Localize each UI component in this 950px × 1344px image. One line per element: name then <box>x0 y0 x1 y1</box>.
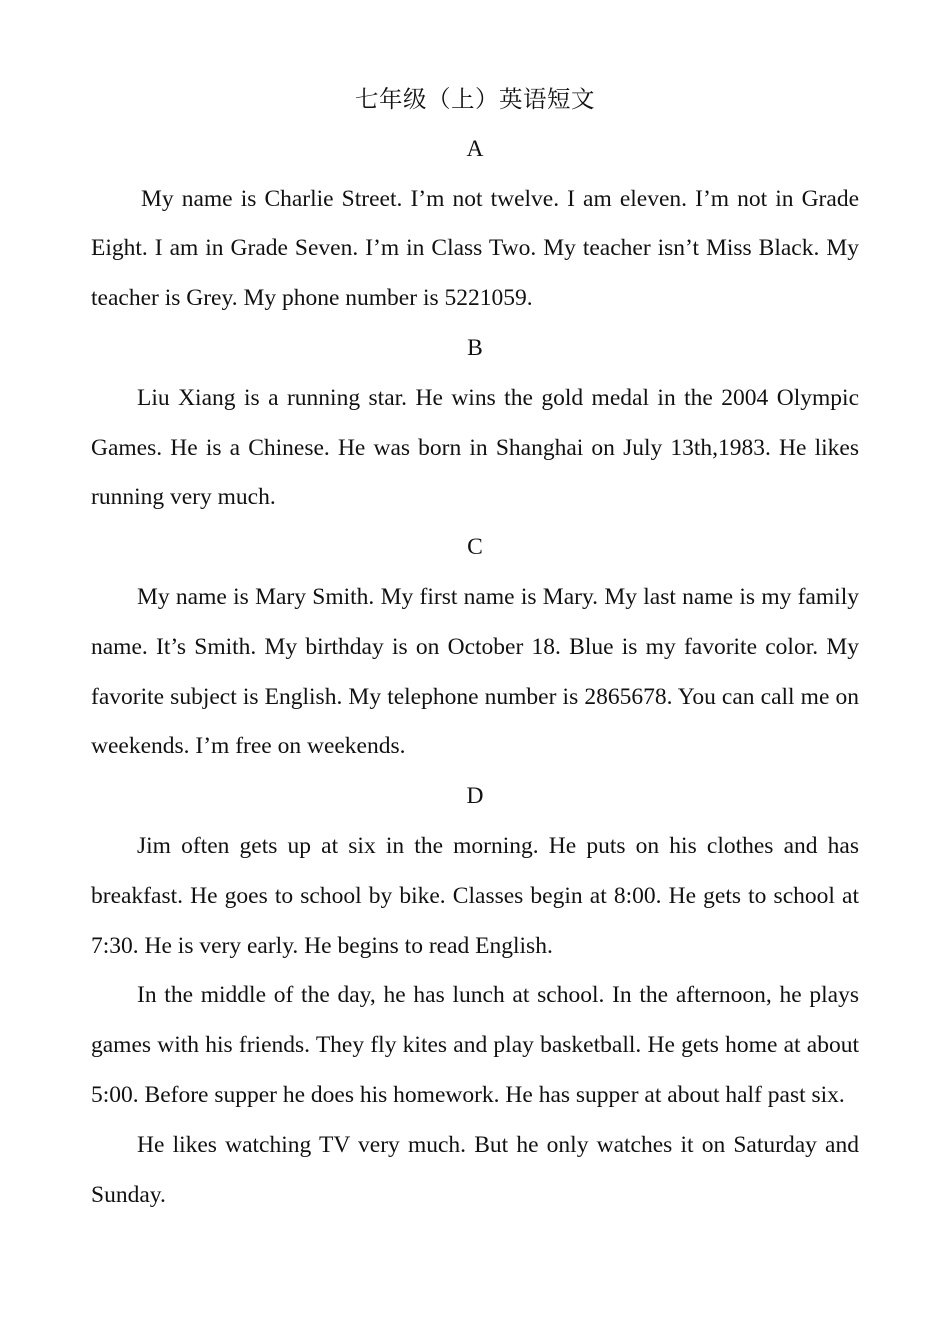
section-a-paragraph: My name is Charlie Street. I’m not twelve. I am eleven. I’m not in Grade Eight. I am in Grade Seven. I’m in Class Two. My teacher isn’t Miss Black. My teacher is Grey. My phone number is 5221059. <box>91 185 859 312</box>
document-page <box>91 75 859 1220</box>
section-d-paragraph-1: Jim often gets up at six in the morning. He puts on his clothes and has breakfast. He goes to school by bike. Classes begin at 8:00. He gets to school at 7:30. He is very early. He begins to read English. <box>91 832 859 959</box>
document-title: 七年级（上）英语短文 <box>355 85 595 113</box>
section-b-paragraph: Liu Xiang is a running star. He wins the gold medal in the 2004 Olympic Games. He is a Chinese. He was born in Shanghai on July 13th,1983. He likes running very much. <box>91 384 859 511</box>
section-d-paragraph-3: He likes watching TV very much. But he only watches it on Saturday and Sunday. <box>91 1131 859 1208</box>
section-label-d: D <box>466 783 484 810</box>
section-c-paragraph: My name is Mary Smith. My first name is Mary. My last name is my family name. It’s Smith. My birthday is on October 18. Blue is my favorite color. My favorite subject is English. My telephone number is 2865678. You can call me on weekends. I’m free on weekends. <box>91 583 859 760</box>
section-label-c: C <box>467 534 483 561</box>
section-label-b: B <box>467 334 483 361</box>
section-label-a: A <box>466 135 484 162</box>
section-d-paragraph-2: In the middle of the day, he has lunch at school. In the afternoon, he plays games with his friends. They fly kites and play basketball. He gets home at about 5:00. Before supper he does his homework. He has supper at about half past six. <box>91 982 859 1108</box>
